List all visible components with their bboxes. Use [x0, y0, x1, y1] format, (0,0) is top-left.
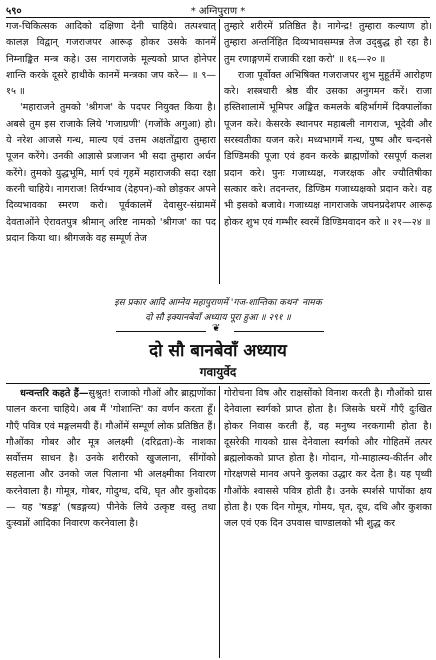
paragraph: राजा पूर्वोक्त अभिषिक्त गजराजपर शुभ मुहूर्तमें आरोहण करे। शस्त्रधारी श्रेष्ठ वीर उसका अनुगमन करें। राजा हस्तिशालामें भूमिपर अङ्कित कमलके बहिर्भागमें दिक्पालोंका पूजन करे। केसरके स्थानपर महाबली नागराज, भूदेवी और सरस्वतीका यजन करे। मध्यभागमें गन्ध, पुष्प और चन्दनसे डिण्डिमकी पूजा एवं हवन करके ब्राह्मणोंको रसपूर्ण कलश प्रदान करे। पुनः गजाध्यक्ष, गजरक्षक और ज्यौतिषीका सत्कार करे। तदनन्तर, डिण्डिम गजाध्यक्षको प्रदान करे। वह भी इसको बजावे। गजाध्यक्ष नागराजके जघनप्रदेशपर आरूढ़ होकर शुभ एवं गम्भीर स्वरमें डिण्डिमवादन करे ॥ २१—२४ ॥ — [224, 69, 432, 228]
column-divider — [219, 19, 220, 284]
chapter-title: दो सौ बानबेवाँ अध्याय — [149, 341, 287, 361]
speaker-label: धन्वन्तरि कहते हैं— — [20, 388, 89, 399]
ornament-line-right — [234, 331, 324, 332]
page-number: ५९० — [6, 6, 22, 17]
ornamental-divider — [6, 323, 430, 336]
chapter-colophon — [6, 296, 430, 326]
column-divider — [219, 386, 220, 658]
book-title: * अग्निपुराण * — [190, 6, 246, 17]
ornament-line-left — [116, 331, 206, 332]
paragraph: गज-चिकित्सक आदिको दक्षिणा देनी चाहिये। तत्पश्चात् कालज्ञ विद्वान् गजराजपर आरूढ़ होकर उसके कानमें निम्नाङ्कित मन्त्र कहे। उस नागराजके मूल्यको प्राप्त होनेपर शान्ति करके दूसरे हाथीके कानमें मन्त्रका जप करे— ॥ ९—१५ ॥ — [6, 21, 216, 98]
paragraph: 'महाराजने तुमको 'श्रीगज' के पदपर नियुक्त किया है। अबसे तुम इस राजाके लिये 'गजाग्रणी' (गजोंके अगुआ) हो। ये नरेश आजसे गन्ध, माल्य एवं उत्तम अक्षतोंद्वारा तुम्हारा पूजन करेंगे। उनकी आज्ञासे प्रजाजन भी सदा तुम्हारा अर्चन करेंगे। तुमको युद्धभूमि, मार्ग एवं गृहमें महाराजकी सदा रक्षा करनी चाहिये। नागराज! तिर्यग्भाव (देहपन)-को छोड़कर अपने दिव्यभावका स्मरण करो। पूर्वकालमें देवासुर-संग्राममें देवताओंने ऐरावतपुत्र श्रीमान् अरिष्ट नामको 'श्रीगज' का पद प्रदान किया था। श्रीगजके वह सम्पूर्ण तेज — [6, 102, 216, 244]
section-a-right-column — [224, 19, 432, 277]
section-b-right-column — [224, 386, 432, 658]
section-b-left-column — [6, 386, 216, 658]
paragraph: गोरोचना विष और राक्षसोंको विनाश करती है। गौओंको ग्रास देनेवाला स्वर्गको प्राप्त होता है। जिसके घरमें गौएँ दुःखित होकर निवास करती हैं, वह मनुष्य नरकगामी होता है। दूसरेकी गायको ग्रास देनेवाला स्वर्गको और गोहितमें तत्पर ब्रह्मलोकको प्राप्त होता है। गोदान, गो-माहात्म्य-कीर्तन और गोरक्षणसे मानव अपने कुलका उद्धार कर देता है। यह पृथ्वी गौओंके श्वाससे पवित्र होती है। उनके स्पर्शसे पापोंका क्षय होता है। एक दिन गोमूत्र, गोमय, घृत, दूध, दधि और कुशका जल एवं एक दिन उपवास चाण्डालको भी शुद्ध कर — [224, 388, 432, 530]
ornament-flourish-icon: ❦ — [212, 323, 221, 334]
chapter-rule — [6, 383, 430, 384]
page-header — [6, 3, 430, 17]
paragraph: तुम्हारे शरीरमें प्रतिष्ठित है। नागेन्द्र! तुम्हारा कल्याण हो। तुम्हारा अन्तर्निहित दिव्यभावसम्पन्न तेज उद्‌बुद्ध हो रहा है। तुम रणाङ्गणमें राजाकी रक्षा करो' ॥ १६—२० ॥ — [224, 21, 432, 65]
section-a-left-column — [6, 19, 216, 269]
colophon-line: दो सौ इक्यानबेवाँ अध्याय पूरा हुआ ॥ २९१ ॥ — [145, 313, 291, 323]
colophon-line: इस प्रकार आदि आग्नेय महापुराणमें 'गज-शान्तिका कथन' नामक — [114, 298, 322, 308]
header-rule — [6, 17, 430, 18]
paragraph-text: सुश्रुत! राजाको गौओं और ब्राह्मणोंका पालन करना चाहिये। अब मैं 'गोशान्ति' का वर्णन करता हूँ। गौएँ पवित्र एवं मङ्गलमयी हैं। गौओंमें सम्पूर्ण लोक प्रतिष्ठित हैं। गौओंका गोबर और मूत्र अलक्ष्मी (दरिद्रता)-के नाशका सर्वोत्तम साधन है। उनके शरीरको खुजलाना, सींगोंको सहलाना और उनको जल पिलाना भी अलक्ष्मीका निवारण करनेवाला है। गोमूत्र, गोबर, गोदुग्ध, दधि, घृत और कुशोदक— यह 'षडङ्ग' (षडङ्गव्य) पीनेके लिये उत्कृष्ट वस्तु तथा दुःस्वप्नों आदिका निवारण करनेवाला है। — [6, 388, 216, 530]
chapter-subtitle: गवायुर्वेद — [199, 365, 237, 379]
paragraph — [6, 386, 216, 533]
